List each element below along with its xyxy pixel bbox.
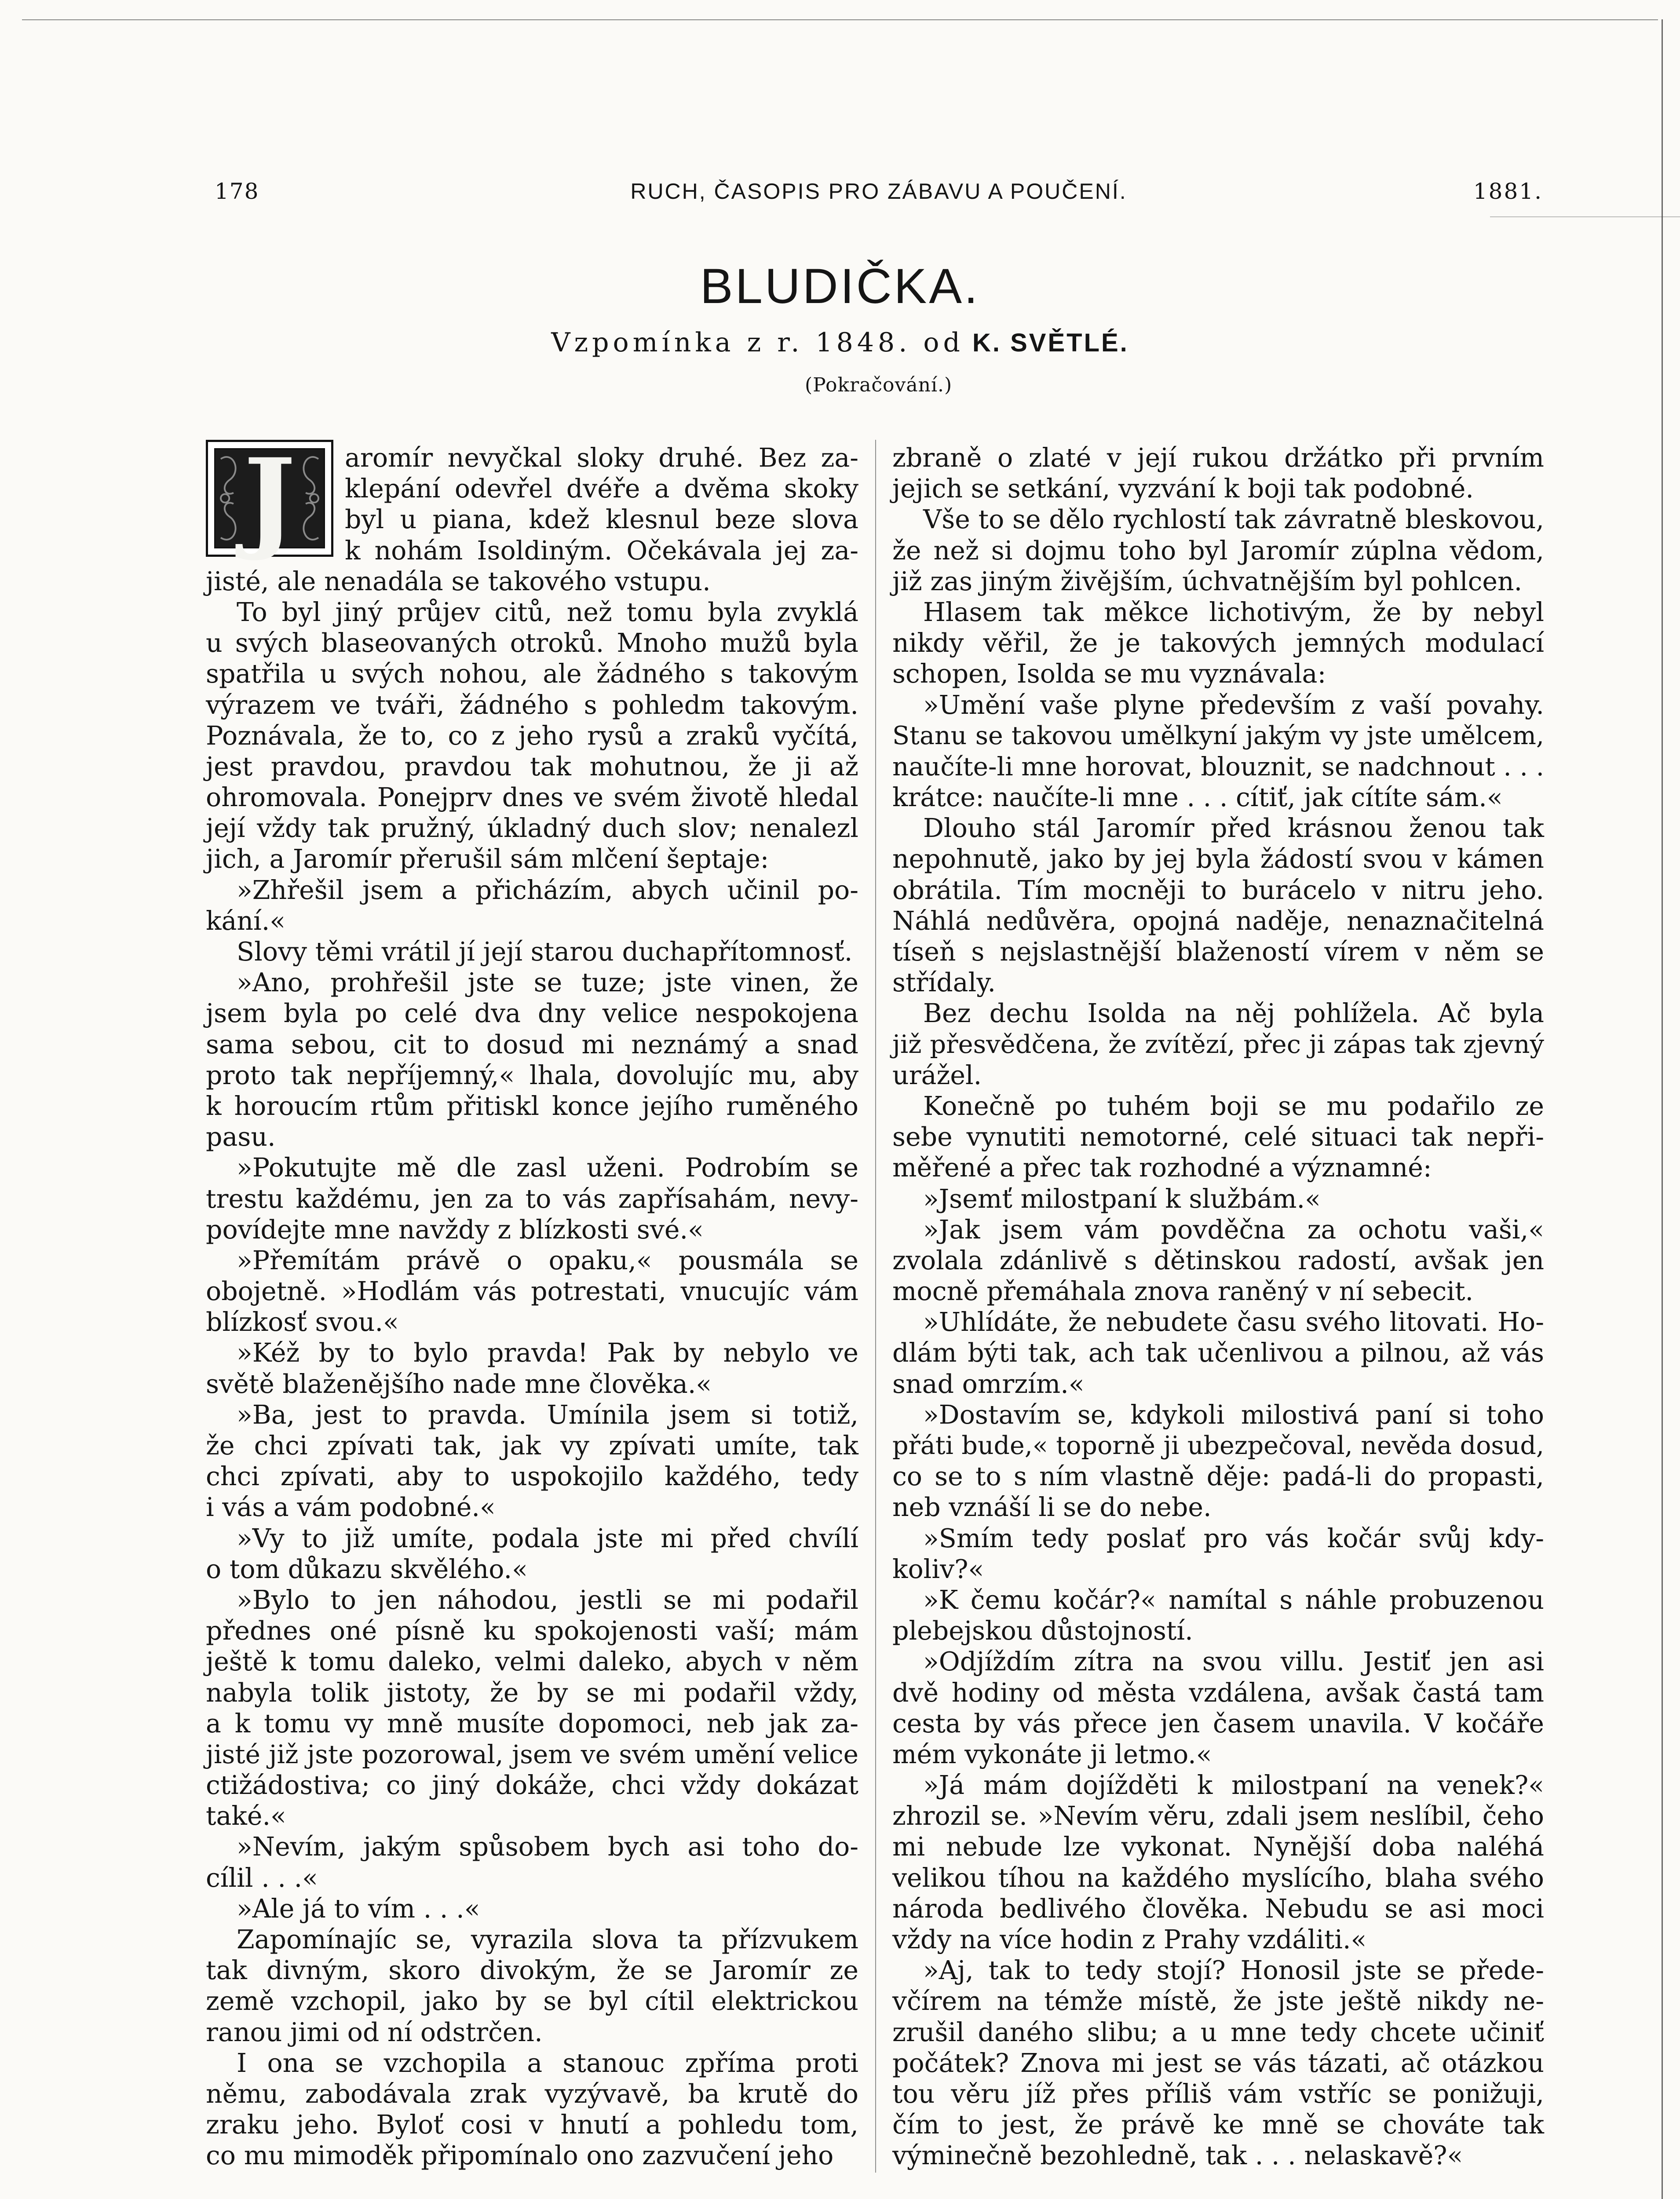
text-line: výminečně bezohledně, tak . . . nelaskavě?« <box>892 2141 1463 2171</box>
continuation-note: (Pokračování.) <box>805 374 953 396</box>
header-rule <box>1490 216 1680 217</box>
text-line: čím to jest, že právě ke mně se chováte tak <box>892 2110 1544 2140</box>
issue-year: 1881. <box>1473 179 1543 204</box>
text-line: pasu. <box>206 1122 276 1152</box>
text-line: a k tomu vy mně musíte dopomoci, neb jak za- <box>206 1708 858 1739</box>
text-line: aromír nevyčkal sloky druhé. Bez za- <box>345 443 858 473</box>
text-line: co se to s ním vlastně děje: padá-li do propasti, <box>892 1461 1544 1492</box>
text-line: světě blaženějšího nade mne člověka.« <box>206 1369 712 1399</box>
text-line: klepání odevřel dvéře a dvěma skoky <box>345 474 858 504</box>
text-line: i vás a vám podobné.« <box>206 1492 496 1523</box>
text-line: tou věru jíž přes příliš vám vstříc se ponižuji, <box>892 2078 1544 2109</box>
text-line: spatřila u svých nohou, ale žádného s takovým <box>206 659 858 689</box>
text-line: »Uhlídáte, že nebudete času svého litovati. Ho- <box>923 1307 1544 1337</box>
text-line: krátce: naučíte-li mne . . . cítiť, jak cítíte sám.« <box>892 782 1503 813</box>
text-line: »Vy to již umíte, podala jste mi před chvílí <box>237 1523 858 1553</box>
text-line: také.« <box>206 1801 286 1831</box>
page-number: 178 <box>215 179 259 204</box>
text-line: Náhlá nedůvěra, opojná naděje, nenaznačitelná <box>892 906 1544 936</box>
text-line: sama sebou, cit to dosud mi neznámý a snad <box>206 1029 858 1059</box>
text-line: vždy na více hodin z Prahy vzdáliti.« <box>892 1925 1367 1954</box>
text-line: kání.« <box>206 906 286 936</box>
text-line: blízkosť svou.« <box>206 1307 399 1337</box>
text-line: že než si dojmu toho byl Jaromír zúplna vědom, <box>892 535 1544 566</box>
text-line: neb vznáší li se do nebe. <box>892 1492 1212 1523</box>
text-line: Konečně po tuhém boji se mu podařilo ze <box>923 1091 1544 1121</box>
text-line: země vzchopil, jako by se byl cítil elektrickou <box>206 1986 858 2016</box>
text-line: chci zpívati, aby to uspokojilo každého, tedy <box>206 1461 858 1492</box>
text-line: »Odjíždím zítra na svou villu. Jestiť jen asi <box>923 1647 1544 1677</box>
text-line: dvě hodiny od města vzdálena, avšak častá tam <box>892 1677 1544 1708</box>
text-line: Bez dechu Isolda na něj pohlížela. Ač byla <box>923 998 1544 1029</box>
text-line: »Zhřešil jsem a přicházím, abych učinil po- <box>237 875 858 905</box>
text-line: »K čemu kočár?« namítal s náhle probuzenou <box>923 1585 1544 1615</box>
text-line: »Ale já to vím . . .« <box>237 1893 480 1924</box>
author-name: K. SVĚTLÉ. <box>972 329 1129 357</box>
text-line: mocně přemáhala znova raněný v ní sebecit. <box>892 1276 1474 1307</box>
text-line: že chci zpívati tak, jak vy zpívati umíte, tak <box>206 1431 858 1461</box>
text-line: schopen, Isolda se mu vyznávala: <box>892 659 1326 689</box>
text-line: koliv?« <box>892 1554 984 1584</box>
text-line: mém vykonáte ji letmo.« <box>892 1739 1212 1769</box>
right-text-column <box>892 442 1544 2171</box>
text-line: »Kéž by to bylo pravda! Pak by nebylo ve <box>237 1338 858 1368</box>
text-line: snad omrzím.« <box>892 1369 1085 1399</box>
text-line: střídaly. <box>892 968 996 998</box>
text-line: ohromovala. Ponejprv dnes ve svém životě hledal <box>206 782 858 813</box>
subtitle-text: Vzpomínka z r. 1848. od <box>551 327 964 358</box>
text-line: měřené a přec tak rozhodné a významné: <box>892 1153 1432 1183</box>
text-line: povídejte mne navždy z blízkosti své.« <box>206 1214 704 1245</box>
text-line: jisté, ale nenadála se takového vstupu. <box>206 566 711 596</box>
text-line: byl u piana, kdež klesnul beze slova <box>345 504 858 535</box>
text-line: přednes oné písně ku spokojenosti vaší; mám <box>206 1616 858 1646</box>
text-line: velikou tíhou na každého myslícího, blaha svého <box>892 1863 1544 1893</box>
text-line: k nohám Isoldiným. Očekávala jej za- <box>345 535 858 566</box>
text-line: urážel. <box>892 1060 982 1090</box>
text-line: zvolala zdánlivě s dětinskou radostí, avšak jen <box>892 1245 1544 1275</box>
text-line: jejich se setkání, vyzvání k boji tak podobné. <box>892 474 1474 504</box>
text-line: obrátila. Tím mocněji to burácelo v nitru jeho. <box>892 875 1544 905</box>
text-line: zraku jeho. Byloť cosi v hnutí a pohledu tom, <box>206 2110 858 2140</box>
text-line: cesta by vás přece jen časem unavila. V kočáře <box>892 1708 1544 1739</box>
text-line: proto tak nepříjemný,« lhala, dovolujíc mu, aby <box>206 1060 858 1090</box>
text-line: již zas jiným živějším, úchvatnějším byl pohlcen. <box>892 566 1523 596</box>
text-line: tíseň s nejslastnější blažeností vírem v něm se <box>892 937 1544 967</box>
text-line: jisté již jste pozorowal, jsem ve svém umění velice <box>206 1739 858 1769</box>
text-line: Poznávala, že to, co z jeho rysů a zraků vyčítá, <box>206 720 858 751</box>
text-line: »Já mám dojížděti k milostpaní na venek?« <box>923 1770 1544 1801</box>
text-line: »Jsemť milostpaní k službám.« <box>923 1184 1321 1214</box>
text-line: »Smím tedy poslať pro vás kočár svůj kdy- <box>923 1523 1544 1553</box>
article-subtitle <box>0 327 1680 358</box>
text-line: včírem na témže místě, že jste ještě nikdy ne- <box>892 1986 1544 2016</box>
text-line: Stanu se takovou umělkyní jakým vy jste umělcem, <box>892 721 1544 750</box>
text-line: »Ba, jest to pravda. Umínila jsem si totiž, <box>237 1399 858 1430</box>
left-text-column <box>206 434 858 2171</box>
article-title: BLUDIČKA. <box>700 259 980 314</box>
text-line: jsem byla po celé dva dny velice nespokojena <box>206 998 858 1029</box>
text-line: mi nebude lze vykonat. Nynější doba naléhá <box>892 1832 1544 1862</box>
text-line: To byl jiný průjev citů, než tomu byla zvyklá <box>237 597 858 627</box>
text-line: »Ano, prohřešil jste se tuze; jste vinen, že <box>237 968 858 998</box>
text-line: »Umění vaše plyne především z vaší povahy. <box>923 690 1544 720</box>
text-line: »Bylo to jen náhodou, jestli se mi podařil <box>237 1585 858 1615</box>
journal-title: RUCH, ČASOPIS PRO ZÁBAVU A POUČENÍ. <box>630 179 1127 204</box>
text-line: trestu každému, jen za to vás zapřísahám, nevy- <box>206 1184 858 1214</box>
text-line: ctižádostiva; co jiný dokáže, chci vždy dokázat <box>206 1770 858 1801</box>
text-line: I ona se vzchopila a stanouc zpříma proti <box>237 2048 858 2078</box>
text-line: nabyla tolik jistoty, že by se mi podařil vždy, <box>206 1677 858 1708</box>
text-line: němu, zabodávala zrak vyzývavě, ba krutě do <box>206 2078 858 2109</box>
text-line: plebejskou důstojností. <box>892 1616 1193 1646</box>
text-line: tak divným, skoro divokým, že se Jaromír ze <box>206 1955 858 1986</box>
text-line: zbraně o zlaté v její rukou držátko při prvním <box>892 443 1544 473</box>
text-line: »Přemítám právě o opaku,« pousmála se <box>237 1245 858 1275</box>
text-line: Dlouho stál Jaromír před krásnou ženou tak <box>923 813 1544 844</box>
text-line: o tom důkazu skvělého.« <box>206 1554 528 1584</box>
text-line: »Pokutujte mě dle zasl uženi. Podrobím se <box>237 1153 858 1183</box>
text-line: co mu mimoděk připomínalo ono zazvučení jeho <box>206 2141 834 2171</box>
text-line: počátek? Znova mi jest se vás tázati, ač otázkou <box>892 2048 1544 2078</box>
text-line: »Nevím, jakým spůsobem bych asi toho do- <box>237 1832 858 1862</box>
text-line: Zapomínajíc se, vyrazila slova ta přízvukem <box>237 1925 858 1954</box>
text-line: Hlasem tak měkce lichotivým, že by nebyl <box>923 597 1544 627</box>
text-line: Vše to se dělo rychlostí tak závratně bleskovou, <box>923 504 1544 535</box>
text-line: u svých blaseovaných otroků. Mnoho mužů byla <box>206 628 858 658</box>
text-line: Slovy těmi vrátil jí její starou duchapřítomnosť. <box>237 937 853 967</box>
text-line: národa bedlivého člověka. Nebudu se asi moci <box>892 1893 1544 1924</box>
text-line: »Dostavím se, kdykoli milostivá paní si toho <box>923 1399 1544 1430</box>
text-line: již přesvědčena, že zvítězí, přec ji zápas tak zjevný <box>892 1029 1544 1059</box>
text-line: k horoucím rtům přitiskl konce jejího ruměného <box>206 1091 858 1121</box>
text-line: ještě k tomu daleko, velmi daleko, abych v něm <box>206 1647 858 1677</box>
text-line: cílil . . .« <box>206 1863 318 1893</box>
text-line: »Jak jsem vám povděčna za ochotu vaši,« <box>923 1214 1544 1245</box>
text-line: naučíte-li mne horovat, blouznit, se nadchnout . . . <box>892 751 1544 782</box>
drop-cap-letter: J <box>243 434 296 563</box>
text-line: jich, a Jaromír přerušil sám mlčení šeptaje: <box>206 844 769 874</box>
text-line: obojetně. »Hodlám vás potrestati, vnucujíc vám <box>206 1276 858 1307</box>
text-line: zhrozil se. »Nevím věru, zdali jsem neslíbil, čeho <box>892 1801 1544 1831</box>
running-header <box>215 172 1543 221</box>
text-line: výrazem ve tváři, žádného s pohledm takovým. <box>206 690 858 720</box>
text-line: dlám býti tak, ach tak učenlivou a pilnou, až vás <box>892 1338 1544 1368</box>
text-line: »Aj, tak to tedy stojí? Honosil jste se přede- <box>923 1955 1544 1986</box>
scan-edge-top <box>22 19 1658 20</box>
text-line: přáti bude,« toporně ji ubezpečoval, nevěda dosud, <box>892 1431 1544 1460</box>
text-line: nepohnutě, jako by jej byla žádostí svou v kámen <box>892 844 1544 874</box>
column-divider <box>875 440 876 2173</box>
text-line: její vždy tak pružný, úkladný duch slov; nenalezl <box>206 813 858 844</box>
text-line: nikdy věřil, že je takových jemných modulací <box>892 628 1544 658</box>
text-line: jest pravdou, pravdou tak mohutnou, že ji až <box>206 751 858 782</box>
text-line: ranou jimi od ní odstrčen. <box>206 2017 543 2047</box>
text-line: zrušil daného slibu; a u mne tedy chcete učiniť <box>892 2017 1544 2047</box>
text-line: sebe vynutiti nemotorné, celé situaci tak nepři- <box>892 1122 1544 1152</box>
